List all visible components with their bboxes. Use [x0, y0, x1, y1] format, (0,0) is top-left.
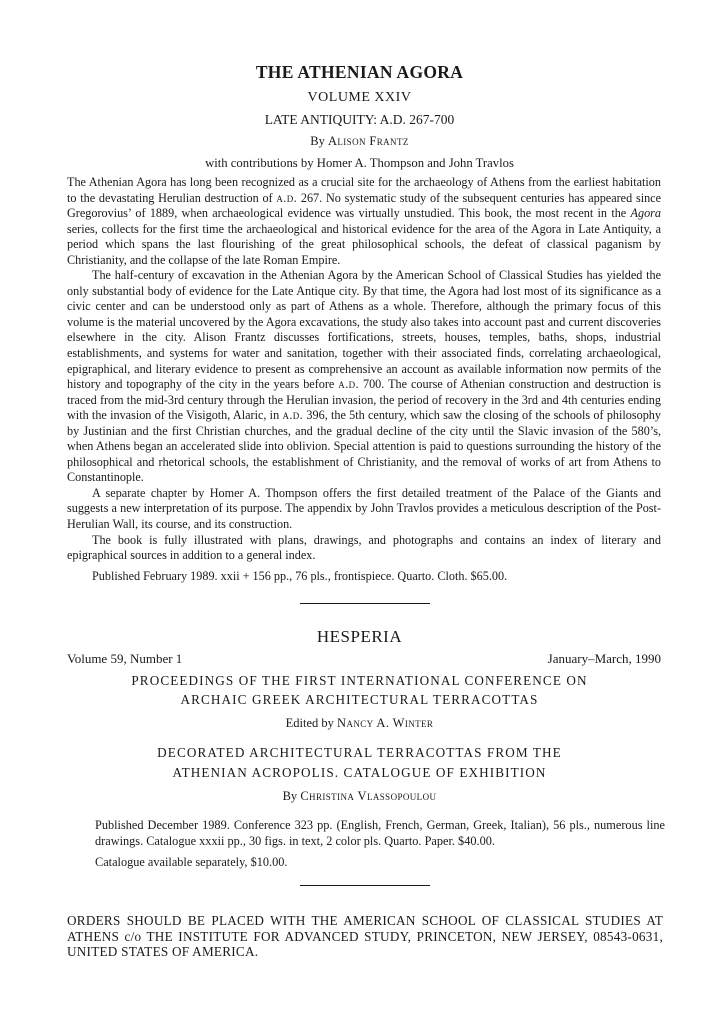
catalogue-title-line-2: ATHENIAN ACROPOLIS. CATALOGUE OF EXHIBITION: [172, 765, 547, 780]
hesperia-title: HESPERIA: [316, 627, 403, 646]
proceedings-title-line-2: ARCHAIC GREEK ARCHITECTURAL TERRACOTTAS: [180, 692, 539, 707]
agora-contributions: with contributions by Homer A. Thompson and John Travlos: [205, 156, 514, 170]
agora-published: Published February 1989. xxii + 156 pp., 76 pls., frontispiece. Quarto. Cloth. $65.00.: [92, 568, 508, 583]
hesperia-volume: Volume 59, Number 1: [67, 651, 183, 666]
by-prefix: By: [310, 134, 328, 148]
hesperia-publication-info: [95, 818, 665, 871]
agora-author: Alison Frantz: [327, 134, 409, 148]
hesperia-date: January–March, 1990: [547, 651, 661, 666]
agora-para-2: The half-century of excavation in the Athenian Agora by the American School of Classical Studies has yielded the only substantial body of evidence for the Late Antique city. By that time, the Agora had lost most of its significance as a civic center and can be understood only as part of Athens as a whole. Therefore, although the primary focus of this volume is the material uncovered by the Agora excavations, the study also takes into account past and current discoveries elsewhere in the city. Alison Frantz discusses fortifications, streets, houses, temples, baths, shops, industrial establishments, and systems for water and sanitation, together with their associated finds, correlating archaeological, epigraphical, and literary evidence to present as comprehensive an account as available information now permits of the history and topography of the city in the years before a.d. 700. The course of Athenian construction and destruction is traced from the mid-3rd century through the Herulian invasion, the period of recovery in the 3rd and 4th centuries ending with the invasion of the Visigoth, Alaric, in a.d. 396, the 5th century, which saw the closing of the schools of philosophy by Justinian and the first Christian churches, and the gradual decline of the city until the Slavic invasion of the 580’s, when Athens began an accelerated slide into oblivion. Special attention is paid to questions surrounding the history of the philosophical and rhetorical schools, the establishment of Christianity, and the removal of works of art from Athens to Constantinople.: [67, 268, 661, 485]
agora-para-3: A separate chapter by Homer A. Thompson offers the first detailed treatment of the Palace of the Giants and suggests a new interpretation of its purpose. The appendix by John Travlos provides a meticulous description of the Post-Herulian Wall, its course, and its construction.: [67, 485, 661, 532]
agora-subtitle: LATE ANTIQUITY: A.D. 267-700: [264, 112, 455, 127]
proceedings-editor-line: Edited by Nancy A. Winter: [285, 716, 434, 730]
agora-volume: VOLUME XXIV: [307, 90, 412, 105]
catalogue-author: Christina Vlassopoulou: [300, 789, 437, 803]
agora-description: [67, 175, 661, 584]
catalogue-separately: Catalogue available separately, $10.00.: [95, 855, 288, 869]
agora-para-1: The Athenian Agora has long been recognized as a crucial site for the archaeology of Athens from the earliest habitation to the devastating Herulian destruction of a.d. 267. No systematic study of the subsequent centuries has appeared since Gregorovius’ of 1889, when archaeological evidence was virtually unstudied. This book, the most recent in the Agora series, collects for the first time the archaeological and historical evidence for the area of the Agora in Late Antiquity, a period which spans the last flourishing of the great philosophical schools, the defeat of classical paganism by Christianity, and the collapse of the late Roman Empire.: [67, 175, 661, 267]
proceedings-editor: Nancy A. Winter: [337, 716, 434, 730]
hesperia-published: Published December 1989. Conference 323 pp. (English, French, German, Greek, Italian), 56 pls., numerous line drawings. Catalogue xxxii pp., 30 figs. in text, 2 color pls. Quarto. Paper. $40.00.: [95, 818, 665, 848]
orders-notice: ORDERS SHOULD BE PLACED WITH THE AMERICAN SCHOOL OF CLASSICAL STUDIES AT ATHENS c/o THE INSTITUTE FOR ADVANCED STUDY, PRINCETON, NEW JERSEY, 08543-0631, UNITED STATES OF AMERICA.: [67, 913, 663, 959]
section-divider: [300, 885, 430, 886]
agora-para-4: The book is fully illustrated with plans, drawings, and photographs and contains an index of literary and epigraphical sources in addition to a general index.: [67, 532, 661, 563]
proceedings-title-line-1: PROCEEDINGS OF THE FIRST INTERNATIONAL CONFERENCE ON: [131, 673, 588, 688]
section-divider: [300, 603, 430, 604]
catalogue-title-line-1: DECORATED ARCHITECTURAL TERRACOTTAS FROM THE: [157, 745, 562, 760]
agora-author-line: [0, 134, 719, 149]
agora-title: THE ATHENIAN AGORA: [255, 62, 464, 82]
catalogue-author-line: By Christina Vlassopoulou: [282, 789, 437, 803]
